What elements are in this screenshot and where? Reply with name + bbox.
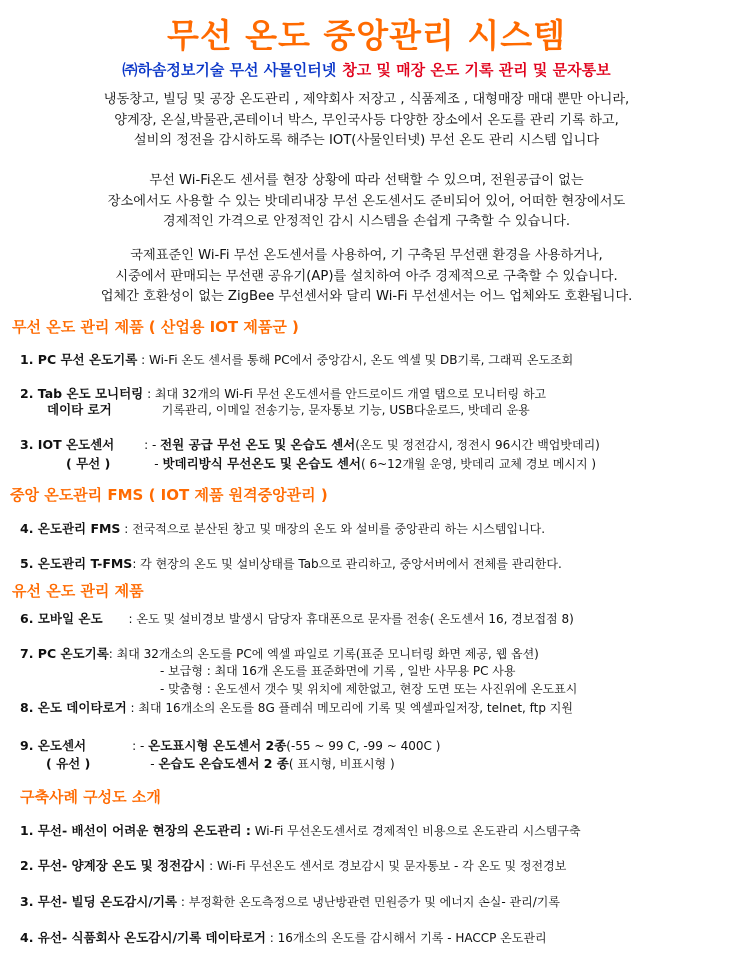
item-heading: ( 무선 ) <box>66 456 111 471</box>
item-heading: 4. 온도관리 FMS <box>20 521 121 536</box>
intro-line: 장소에서도 사용할 수 있는 밧데리내장 무선 온도센서도 준비되어 있어, 어떠한 현장에서도 <box>107 193 626 209</box>
page-title: 무선 온도 중앙관리 시스템 <box>166 16 567 55</box>
company-name: ㈜하솜정보기술 무선 사물인터넷 <box>122 61 337 79</box>
separator: - <box>154 457 163 471</box>
item-heading: 3. 무선- 빌딩 온도감시/기록 <box>20 894 178 909</box>
intro-paragraph-2 <box>0 171 733 233</box>
item-description: (온도 및 정전감시, 정전시 96시간 백업밧데리) <box>355 438 600 452</box>
section-fms: 중앙 온도관리 FMS ( IOT 제품 원격중앙관리 ) <box>10 486 328 504</box>
item-mobile-temperature <box>20 611 574 627</box>
item-heading: 7. PC 온도기록 <box>20 646 109 661</box>
intro-line: 무선 Wi-Fi온도 센서를 현장 상황에 따라 선택할 수 있으며, 전원공급이 없는 <box>149 173 584 188</box>
section-wireless-products: 무선 온도 관리 제품 ( 산업용 IOT 제품군 ) <box>12 318 299 336</box>
item-description: : 부정확한 온도측정으로 냉난방관련 민원증가 및 에너지 손실- 관리/기록 <box>177 895 560 909</box>
intro-paragraph-1 <box>0 90 733 152</box>
item-iot-sensor <box>20 437 600 453</box>
item-description: : 16개소의 온도를 감시해서 기록 - HACCP 온도관리 <box>265 931 547 945</box>
item-heading: 1. 무선- 배선이 어려운 현장의 온도관리 : <box>20 823 251 838</box>
item-heading: ( 유선 ) <box>46 756 91 771</box>
item-heading: 데이타 로거 <box>47 402 112 417</box>
section-wired-products: 유선 온도 관리 제품 <box>12 582 144 600</box>
item-description: : 전국적으로 분산된 창고 및 매장의 온도 와 설비를 중앙관리 하는 시스템입니다. <box>120 522 546 536</box>
item-description: : Wi-Fi 온도 센서를 통해 PC에서 중앙감시, 온도 엑셀 및 DB기록, 그래픽 온도조회 <box>137 353 574 367</box>
intro-line: 냉동창고, 빌딩 및 공장 온도관리 , 제약회사 저장고 , 식품제조 , 대형매장 매대 뿐만 아니라, <box>103 92 630 107</box>
intro-line: 국제표준인 Wi-Fi 무선 온도센서를 사용하여, 기 구축된 무선랜 환경을 사용하거나, <box>130 248 603 263</box>
item-heading: 4. 유선- 식품회사 온도감시/기록 데이타로거 <box>20 930 266 945</box>
subtitle <box>0 59 733 80</box>
item-heading: 9. 온도센서 <box>20 738 87 753</box>
item-description: Wi-Fi 무선온도센서로 경제적인 비용으로 온도관리 시스템구축 <box>250 824 581 838</box>
separator: - <box>150 757 159 771</box>
separator: : - <box>140 438 161 452</box>
item-description: : 각 현장의 온도 및 설비상태를 Tab으로 관리하고, 중앙서버에서 전체를 관리한다. <box>132 557 562 571</box>
case-wireless-poultry <box>20 858 566 874</box>
item-tab-monitoring <box>20 386 546 402</box>
item-pc-wireless-logging <box>20 352 573 368</box>
item-iot-sensor-line2 <box>66 456 596 472</box>
item-tab-monitoring-line2 <box>47 402 530 418</box>
item-heading: 6. 모바일 온도 <box>20 611 103 626</box>
case-wireless-hard-wiring <box>20 823 581 839</box>
item-heading: 5. 온도관리 T-FMS <box>20 556 133 571</box>
intro-paragraph-3 <box>0 246 733 308</box>
item-data-logger <box>20 700 573 716</box>
item-wired-sensor <box>20 738 440 754</box>
item-fms <box>20 521 545 537</box>
case-wireless-building <box>20 894 560 910</box>
item-pc-logging-custom: - 맞춤형 : 온도센서 갯수 및 위치에 제한없고, 현장 도면 또는 사진위에 온도표시 <box>160 682 578 696</box>
item-heading: 8. 온도 데이타로거 <box>20 700 127 715</box>
item-t-fms <box>20 556 562 572</box>
item-description: : 온도 및 설비경보 발생시 담당자 휴대폰으로 문자를 전송( 온도센서 16, 경보접점 8) <box>128 612 574 626</box>
item-pc-logging-basic: - 보급형 : 최대 16개 온도를 표준화면에 기록 , 일반 사무용 PC 사용 <box>160 664 516 678</box>
item-description: ( 표시형, 비표시형 ) <box>288 757 395 771</box>
item-description: : 최대 32개소의 온도를 PC에 엑셀 파일로 기록(표준 모니터링 화면 제공, 웹 옵션) <box>108 647 539 661</box>
item-wired-sensor-line2 <box>46 756 395 772</box>
section-case-studies: 구축사례 구성도 소개 <box>20 788 161 806</box>
intro-line: 경제적인 가격으로 안정적인 감시 시스템을 손쉽게 구축할 수 있습니다. <box>162 214 571 229</box>
intro-line: 양계장, 온실,박물관,콘테이너 박스, 무인국사등 다양한 장소에서 온도를 관리 기록 하고, <box>114 112 619 128</box>
item-description: 기록관리, 이메일 전송기능, 문자통보 기능, USB다운로드, 밧데리 운용 <box>161 403 530 417</box>
item-heading: 1. PC 무선 온도기록 <box>20 352 138 367</box>
item-description: : Wi-Fi 무선온도 센서로 경보감시 및 문자통보 - 각 온도 및 정전경보 <box>205 859 567 873</box>
case-wired-food-company <box>20 930 547 946</box>
product-name: 전원 공급 무선 온도 및 온습도 센서 <box>160 437 356 452</box>
separator: : - <box>132 739 149 753</box>
item-description: ( 6~12개월 운영, 밧데리 교체 경보 메시지 ) <box>360 457 597 471</box>
intro-line: 업체간 호환성이 없는 ZigBee 무선센서와 달리 Wi-Fi 무선센서는 어느 업체와도 호환됩니다. <box>100 289 633 304</box>
product-name: 온도표시형 온도센서 2종 <box>148 738 287 753</box>
intro-line: 설비의 정전을 감시하도록 해주는 IOT(사물인터넷) 무선 온도 관리 시스템 입니다 <box>133 133 600 148</box>
product-name: 온습도 온습도센서 2 종 <box>158 756 289 771</box>
item-description: (-55 ~ 99 C, -99 ~ 400C ) <box>286 739 441 753</box>
item-heading: 3. IOT 온도센서 <box>20 437 115 452</box>
item-description: : 최대 16개소의 온도를 8G 플레쉬 메모리에 기록 및 엑셀파일저장, telnet, ftp 지원 <box>126 701 573 715</box>
intro-line: 시중에서 판매되는 무선랜 공유기(AP)를 설치하여 아주 경제적으로 구축할 수 있습니다. <box>115 268 618 284</box>
item-description: : 최대 32개의 Wi-Fi 무선 온도센서를 안드로이드 개열 탭으로 모니터링 하고 <box>143 387 547 401</box>
item-heading: 2. 무선- 양계장 온도 및 정전감시 <box>20 858 206 873</box>
product-name: 밧데리방식 무선온도 및 온습도 센서 <box>162 456 361 471</box>
subtitle-scope: 창고 및 매장 온도 기록 관리 및 문자통보 <box>342 61 611 79</box>
item-pc-temperature-logging <box>20 646 539 662</box>
item-heading: 2. Tab 온도 모니터링 <box>20 386 144 401</box>
